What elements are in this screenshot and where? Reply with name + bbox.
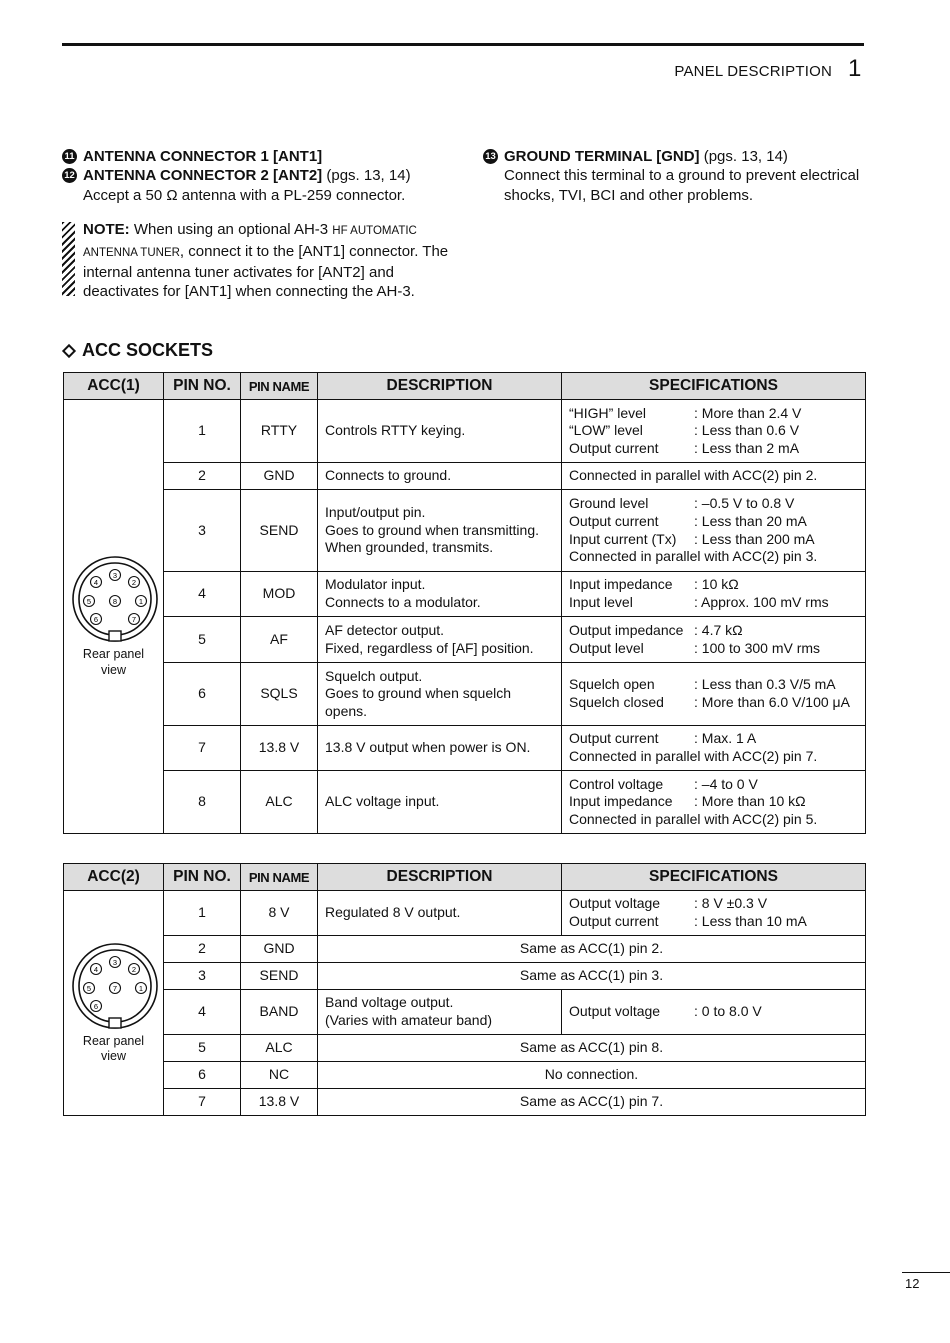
note-smallcaps-1: HF AUTOMATIC — [332, 225, 417, 238]
section-title — [62, 340, 213, 361]
acc2-row-pin-6 — [64, 1062, 866, 1089]
svg-text:7: 7 — [131, 615, 137, 624]
svg-text:4: 4 — [93, 578, 99, 587]
acc1-description-line: AF detector output. — [325, 621, 445, 638]
acc1-specification — [562, 572, 866, 617]
acc2-header-socket: ACC(2) — [64, 864, 164, 891]
svg-text:6: 6 — [93, 1001, 99, 1011]
svg-text:1: 1 — [138, 597, 144, 606]
acc2-header-row — [64, 864, 866, 891]
acc1-specification — [562, 663, 866, 726]
acc2-header-description: DESCRIPTION — [318, 864, 562, 891]
item-12-pages: (pgs. 13, 14) — [322, 167, 411, 185]
item-12-description: Accept a 50 Ω antenna with a PL-259 connector. — [83, 186, 406, 204]
note-text-3: The internal antenna tuner activates for [ANT2] and deactivates for [ANT1] when connecting the AH-3. — [83, 242, 449, 301]
acc1-specification-line — [569, 467, 858, 485]
top-rule — [62, 43, 864, 46]
acc1-specification-line — [569, 676, 858, 694]
acc1-specification-text: Connected in parallel with ACC(2) pin 7. — [569, 748, 818, 764]
acc1-specification — [562, 463, 866, 490]
acc1-header-socket: ACC(1) — [64, 373, 164, 400]
acc2-description-line: (Varies with amateur band) — [325, 1012, 493, 1028]
acc2-description — [318, 990, 562, 1035]
acc2-specification-value: : 8 V ±0.3 V — [694, 895, 768, 912]
page-number: 12 — [905, 1276, 920, 1291]
acc1-specification-key: Output current — [569, 512, 659, 529]
section-title-text: ACC SOCKETS — [82, 340, 214, 360]
acc1-specification-value: : Less than 2 mA — [694, 439, 800, 456]
acc1-specification-key: Input level — [569, 594, 633, 610]
acc1-specification-line — [569, 548, 858, 566]
page-number-rule — [902, 1272, 950, 1273]
acc2-header-pin-no: PIN NO. — [164, 864, 241, 891]
acc1-description — [318, 726, 562, 771]
svg-text:5: 5 — [86, 597, 92, 606]
acc1-description — [318, 490, 562, 572]
acc2-row-pin-7 — [64, 1089, 866, 1116]
acc1-row-pin-7 — [64, 726, 866, 771]
svg-text:5: 5 — [86, 983, 92, 993]
acc1-description-line: When grounded, transmits. — [325, 539, 494, 556]
acc1-specification-line — [569, 811, 858, 829]
acc1-header-row — [64, 373, 866, 400]
acc2-pin-name: 8 V — [241, 891, 318, 936]
right-column — [483, 147, 868, 205]
acc1-specification-key: Output impedance — [569, 621, 684, 638]
acc1-description — [318, 771, 562, 834]
number-11-badge: 11 — [62, 149, 77, 164]
acc2-header-pin-name: PIN NAME — [241, 864, 318, 891]
acc2-din-connector-icon — [71, 942, 159, 1030]
acc2-specification-line — [569, 913, 858, 931]
acc2-pin-number: 6 — [164, 1062, 241, 1089]
acc1-specification-key: Squelch open — [569, 676, 655, 693]
acc1-rear-panel-label: Rear panel view — [82, 647, 145, 677]
acc1-description-line: Modulator input. — [325, 576, 426, 593]
acc1-specification-key: Input impedance — [569, 576, 673, 593]
acc1-specification-key: Output current — [569, 730, 659, 747]
acc2-specification-key: Output voltage — [569, 1003, 661, 1020]
acc1-pin-name: 13.8 V — [241, 726, 318, 771]
acc1-specification-line — [569, 694, 858, 712]
acc1-specification-value: : Less than 0.6 V — [694, 422, 800, 439]
chapter-number: 1 — [848, 55, 862, 82]
acc1-specification-line — [569, 640, 858, 658]
acc1-specification-line — [569, 405, 858, 423]
acc2-specification-value: : Less than 10 mA — [694, 913, 807, 929]
acc1-description-line: Connects to a modulator. — [325, 594, 481, 610]
acc1-specification-value: : 10 kΩ — [694, 576, 739, 593]
acc1-description-line: Squelch output. — [325, 667, 423, 684]
acc2-specification-line — [569, 895, 858, 913]
item-11 — [62, 147, 452, 166]
acc2-merged-description: No connection. — [318, 1062, 866, 1089]
acc1-specification-key: Input impedance — [569, 793, 673, 810]
acc1-description-line: Goes to ground when squelch — [325, 685, 512, 702]
acc2-row-pin-1 — [64, 891, 866, 936]
acc1-description-line: Controls RTTY keying. — [325, 422, 466, 439]
note-smallcaps-2: ANTENNA TUNER — [83, 246, 180, 259]
note-text-1: When using an optional AH-3 — [129, 221, 333, 239]
acc1-description — [318, 572, 562, 617]
acc2-pin-name: 13.8 V — [241, 1089, 318, 1116]
acc1-pin-number: 3 — [164, 490, 241, 572]
note-block — [62, 220, 452, 302]
acc1-description — [318, 617, 562, 663]
acc1-description-line: Goes to ground when transmitting. — [325, 521, 540, 538]
item-13 — [483, 147, 868, 166]
acc2-merged-description: Same as ACC(1) pin 8. — [318, 1035, 866, 1062]
acc2-connector-cell — [64, 891, 164, 1116]
left-column — [62, 147, 452, 302]
acc1-header-description: DESCRIPTION — [318, 373, 562, 400]
acc1-row-pin-8 — [64, 771, 866, 834]
item-11-title: ANTENNA CONNECTOR 1 [ANT1] — [83, 148, 323, 165]
note-label: NOTE: — [83, 221, 130, 239]
acc2-table — [63, 863, 866, 1116]
acc1-specification-value: : More than 2.4 V — [694, 404, 802, 421]
svg-text:3: 3 — [112, 571, 118, 580]
svg-text:3: 3 — [112, 957, 118, 967]
acc1-description-line: Input/output pin. — [325, 504, 426, 521]
acc1-row-pin-4 — [64, 572, 866, 617]
acc1-connector-cell — [64, 400, 164, 834]
item-13-description: Connect this terminal to a ground to prevent electrical shocks, TVI, BCI and other problems. — [504, 167, 860, 204]
item-13-pages: (pgs. 13, 14) — [699, 148, 788, 165]
acc2-description — [318, 891, 562, 936]
item-12 — [62, 166, 452, 185]
acc1-pin-name: ALC — [241, 771, 318, 834]
acc1-specification-key: Control voltage — [569, 775, 664, 792]
acc2-pin-number: 7 — [164, 1089, 241, 1116]
acc1-pin-number: 7 — [164, 726, 241, 771]
acc2-row-pin-2 — [64, 936, 866, 963]
acc2-pin-name: BAND — [241, 990, 318, 1035]
acc2-merged-description: Same as ACC(1) pin 2. — [318, 936, 866, 963]
acc2-pin-number: 4 — [164, 990, 241, 1035]
acc1-specification-key: Input current (Tx) — [569, 530, 677, 547]
acc2-merged-description: Same as ACC(1) pin 7. — [318, 1089, 866, 1116]
acc1-specification-value: : Max. 1 A — [694, 730, 757, 747]
acc1-pin-name: RTTY — [241, 400, 318, 463]
svg-text:4: 4 — [93, 964, 99, 974]
acc1-specification-line — [569, 513, 858, 531]
svg-text:1: 1 — [138, 983, 144, 993]
acc1-description — [318, 663, 562, 726]
acc1-pin-number: 4 — [164, 572, 241, 617]
number-12-badge: 12 — [62, 168, 77, 183]
acc1-pin-number: 1 — [164, 400, 241, 463]
acc1-description — [318, 400, 562, 463]
acc1-specification-value: : More than 10 kΩ — [694, 793, 806, 810]
acc1-specification-line — [569, 495, 858, 513]
svg-text:2: 2 — [131, 964, 137, 974]
acc1-specification-value: : Less than 200 mA — [694, 530, 815, 547]
acc1-row-pin-2 — [64, 463, 866, 490]
acc1-specification — [562, 726, 866, 771]
acc2-pin-number: 1 — [164, 891, 241, 936]
acc1-specification-line — [569, 531, 858, 549]
acc2-description-line: Regulated 8 V output. — [325, 904, 461, 921]
svg-text:2: 2 — [131, 578, 137, 587]
svg-text:7: 7 — [112, 983, 118, 993]
acc1-pin-number: 2 — [164, 463, 241, 490]
acc1-description-line: opens. — [325, 702, 368, 719]
acc1-specification-value: : Less than 0.3 V/5 mA — [694, 676, 836, 693]
acc2-specification-key: Output current — [569, 913, 659, 929]
acc1-table — [63, 372, 866, 834]
acc2-row-pin-5 — [64, 1035, 866, 1062]
acc1-pin-name: SEND — [241, 490, 318, 572]
acc1-specification-text: Connected in parallel with ACC(2) pin 5. — [569, 810, 818, 827]
acc1-specification-text: Connected in parallel with ACC(2) pin 3. — [569, 548, 818, 565]
acc1-pin-number: 6 — [164, 663, 241, 726]
acc1-description-line: 13.8 V output when power is ON. — [325, 739, 531, 756]
acc1-specification-line — [569, 748, 858, 766]
acc2-rear-panel-label: Rear panel view — [82, 1033, 145, 1063]
acc1-din-connector-icon — [71, 555, 159, 643]
acc1-pin-number: 5 — [164, 617, 241, 663]
note-text-2: , connect it to the [ANT1] connector. — [179, 242, 419, 260]
acc1-description-line: Fixed, regardless of [AF] position. — [325, 639, 534, 656]
item-12-title: ANTENNA CONNECTOR 2 [ANT2] — [83, 167, 323, 185]
acc2-header-specifications: SPECIFICATIONS — [562, 864, 866, 891]
acc1-pin-number: 8 — [164, 771, 241, 834]
acc1-specification-value: : Less than 20 mA — [694, 512, 807, 529]
acc1-description-line: Connects to ground. — [325, 467, 452, 484]
acc1-specification-key: “LOW” level — [569, 422, 643, 439]
acc1-specification-line — [569, 730, 858, 748]
acc2-row-pin-4 — [64, 990, 866, 1035]
acc1-row-pin-6 — [64, 663, 866, 726]
acc1-specification-line — [569, 576, 858, 594]
acc1-specification-key: Ground level — [569, 495, 649, 512]
acc1-row-pin-3 — [64, 490, 866, 572]
section-header: PANEL DESCRIPTION — [674, 63, 832, 80]
acc1-specification-value: : More than 6.0 V/100 μA — [694, 694, 850, 710]
acc2-pin-name: NC — [241, 1062, 318, 1089]
acc1-specification-value: : 4.7 kΩ — [694, 621, 743, 638]
acc1-pin-name: GND — [241, 463, 318, 490]
acc1-specification-line — [569, 594, 858, 612]
acc1-specification-text: Connected in parallel with ACC(2) pin 2. — [569, 467, 818, 484]
acc1-header-pin-no: PIN NO. — [164, 373, 241, 400]
acc1-specification — [562, 490, 866, 572]
acc1-specification-value: : –0.5 V to 0.8 V — [694, 495, 795, 512]
acc1-specification-key: Squelch closed — [569, 694, 664, 710]
acc2-pin-name: ALC — [241, 1035, 318, 1062]
acc1-specification — [562, 617, 866, 663]
acc1-header-pin-name: PIN NAME — [241, 373, 318, 400]
acc2-pin-name: SEND — [241, 963, 318, 990]
acc2-pin-number: 5 — [164, 1035, 241, 1062]
acc1-description-line: ALC voltage input. — [325, 793, 440, 810]
acc1-specification-value: : Approx. 100 mV rms — [694, 594, 829, 610]
acc2-pin-number: 3 — [164, 963, 241, 990]
acc2-description-line: Band voltage output. — [325, 994, 454, 1011]
acc2-specification-key: Output voltage — [569, 895, 661, 912]
acc2-merged-description: Same as ACC(1) pin 3. — [318, 963, 866, 990]
acc1-specification-line — [569, 793, 858, 811]
acc1-specification-value: : 100 to 300 mV rms — [694, 639, 821, 656]
acc1-specification-key: “HIGH” level — [569, 404, 647, 421]
acc1-specification-line — [569, 422, 858, 440]
acc1-specification-key: Output level — [569, 639, 644, 656]
acc2-row-pin-3 — [64, 963, 866, 990]
item-13-title: GROUND TERMINAL [GND] — [504, 148, 700, 165]
diamond-icon — [62, 343, 76, 357]
svg-text:6: 6 — [93, 615, 99, 624]
acc1-pin-name: SQLS — [241, 663, 318, 726]
acc1-row-pin-1 — [64, 400, 866, 463]
acc1-description — [318, 463, 562, 490]
number-13-badge: 13 — [483, 149, 498, 164]
acc2-specification-value: : 0 to 8.0 V — [694, 1003, 762, 1020]
acc1-specification-value: : –4 to 0 V — [694, 775, 758, 792]
acc2-pin-number: 2 — [164, 936, 241, 963]
acc2-specification — [562, 891, 866, 936]
acc2-specification — [562, 990, 866, 1035]
note-hatch-icon — [62, 222, 75, 296]
acc1-specification — [562, 400, 866, 463]
acc1-specification-line — [569, 776, 858, 794]
acc1-specification-key: Output current — [569, 439, 659, 456]
svg-text:8: 8 — [112, 597, 118, 606]
acc1-specification-line — [569, 622, 858, 640]
acc1-specification — [562, 771, 866, 834]
acc1-pin-name: AF — [241, 617, 318, 663]
acc1-pin-name: MOD — [241, 572, 318, 617]
acc1-header-specifications: SPECIFICATIONS — [562, 373, 866, 400]
acc1-specification-line — [569, 440, 858, 458]
acc2-specification-line — [569, 1003, 858, 1021]
acc2-pin-name: GND — [241, 936, 318, 963]
acc1-row-pin-5 — [64, 617, 866, 663]
